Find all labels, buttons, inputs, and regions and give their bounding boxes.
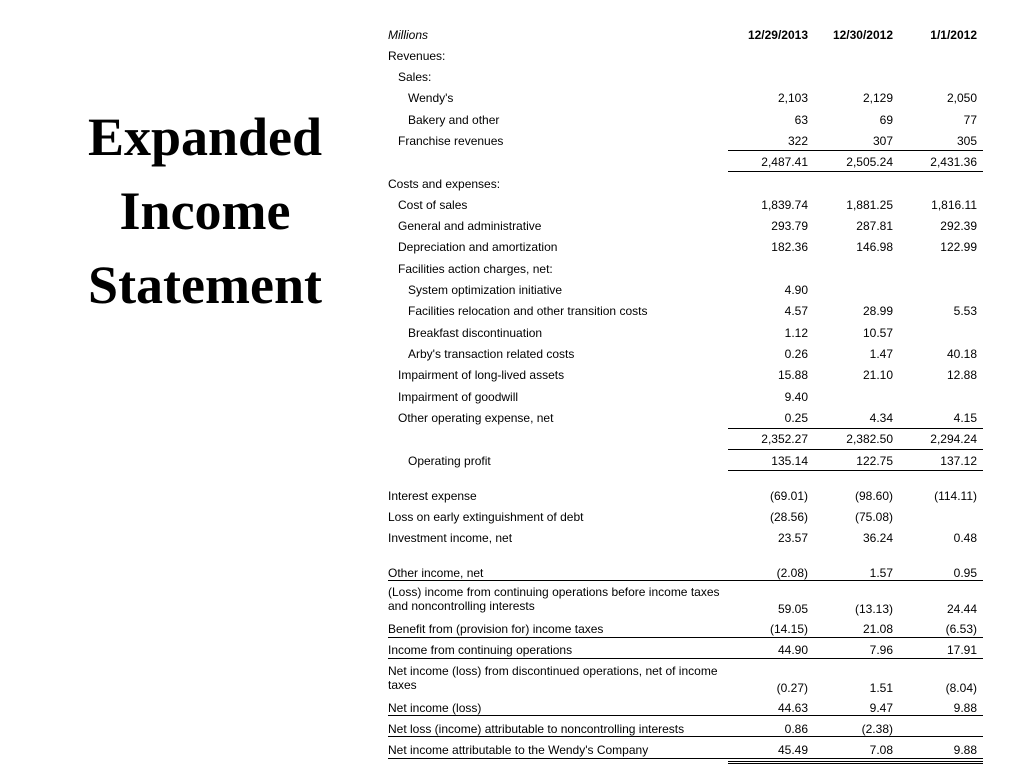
row-value: 293.79 xyxy=(771,219,808,233)
row-value: 1,839.74 xyxy=(761,198,808,212)
row-value: 7.08 xyxy=(869,743,893,757)
row-value: 21.08 xyxy=(862,622,893,636)
row-value: 44.63 xyxy=(777,701,808,715)
row-value: (2.08) xyxy=(776,566,808,580)
row-value: 122.75 xyxy=(856,454,893,468)
row-label: Loss on early extinguishment of debt xyxy=(388,510,584,524)
row-label: Interest expense xyxy=(388,489,477,503)
row-label: Sales: xyxy=(398,70,432,84)
row-value: 2,103 xyxy=(777,91,808,105)
row-value: 137.12 xyxy=(940,454,977,468)
row-value: 1,816.11 xyxy=(931,198,977,212)
row-value: (14.15) xyxy=(769,622,808,636)
row-value: 1.47 xyxy=(869,347,893,361)
column-header: 12/29/2013 xyxy=(747,28,808,42)
double-underline-rule xyxy=(728,761,983,764)
row-value: 146.98 xyxy=(856,240,893,254)
row-value: 0.25 xyxy=(784,411,808,425)
row-value: 24.44 xyxy=(946,602,977,616)
row-label: Net income (loss) from discontinued operations, net of income taxes xyxy=(388,664,718,692)
row-label: (Loss) income from continuing operations before income taxes and noncontrolling interests xyxy=(388,585,720,613)
row-value: 9.88 xyxy=(953,743,977,757)
row-value: 1,881.25 xyxy=(846,198,893,212)
row-value: 4.90 xyxy=(784,283,808,297)
total-rule xyxy=(728,428,983,429)
slide-title xyxy=(40,100,370,322)
row-value: 305 xyxy=(956,134,977,148)
row-label: Net income attributable to the Wendy's Company xyxy=(388,743,649,757)
row-value: 0.26 xyxy=(784,347,808,361)
row-value: 40.18 xyxy=(946,347,977,361)
row-value: 45.49 xyxy=(777,743,808,757)
row-label: Wendy's xyxy=(408,91,454,105)
row-label: Facilities action charges, net: xyxy=(398,262,553,276)
row-value: (0.27) xyxy=(776,681,808,695)
row-label: Facilities relocation and other transition costs xyxy=(408,304,648,318)
row-value: 36.24 xyxy=(862,531,893,545)
row-label: Depreciation and amortization xyxy=(398,240,558,254)
row-value: (75.08) xyxy=(854,510,893,524)
row-value: 5.53 xyxy=(953,304,977,318)
row-value: 63 xyxy=(794,113,808,127)
row-value: 69 xyxy=(879,113,893,127)
row-value: 2,129 xyxy=(862,91,893,105)
row-value: 17.91 xyxy=(946,643,977,657)
row-label: Benefit from (provision for) income taxes xyxy=(388,622,604,636)
row-value: 135.14 xyxy=(771,454,808,468)
row-value: 4.34 xyxy=(869,411,893,425)
row-label: Impairment of goodwill xyxy=(398,390,519,404)
units-label: Millions xyxy=(388,28,429,42)
row-label: Franchise revenues xyxy=(398,134,504,148)
row-value: 2,352.27 xyxy=(761,432,808,446)
row-value: 1.57 xyxy=(869,566,893,580)
total-rule xyxy=(388,658,983,659)
total-rule xyxy=(388,736,983,737)
row-value: 1.51 xyxy=(869,681,893,695)
column-header: 1/1/2012 xyxy=(930,28,977,42)
row-value: 2,382.50 xyxy=(846,432,893,446)
row-value: 0.48 xyxy=(953,531,977,545)
total-rule xyxy=(728,171,983,172)
row-value: 21.10 xyxy=(862,368,893,382)
row-value: 182.36 xyxy=(771,240,808,254)
row-label: Revenues: xyxy=(388,49,446,63)
row-value: (8.04) xyxy=(945,681,977,695)
row-value: 4.57 xyxy=(784,304,808,318)
row-value: 0.95 xyxy=(953,566,977,580)
row-value: 307 xyxy=(872,134,893,148)
row-label: Costs and expenses: xyxy=(388,177,501,191)
row-value: 2,431.36 xyxy=(930,155,977,169)
row-value: 77 xyxy=(963,113,977,127)
row-value: 9.88 xyxy=(953,701,977,715)
row-value: (6.53) xyxy=(945,622,977,636)
row-label: Net loss (income) attributable to noncontrolling interests xyxy=(388,722,685,736)
row-value: 2,487.41 xyxy=(761,155,808,169)
row-value: 1.12 xyxy=(784,326,808,340)
total-rule xyxy=(388,715,983,716)
row-label: Other operating expense, net xyxy=(398,411,554,425)
row-value: (98.60) xyxy=(854,489,893,503)
row-value: (69.01) xyxy=(769,489,808,503)
total-rule xyxy=(388,580,983,581)
row-label: Income from continuing operations xyxy=(388,643,573,657)
row-value: 10.57 xyxy=(862,326,893,340)
row-value: 12.88 xyxy=(946,368,977,382)
row-value: 44.90 xyxy=(777,643,808,657)
row-value: 9.47 xyxy=(869,701,893,715)
row-label: Impairment of long-lived assets xyxy=(398,368,565,382)
row-label: Bakery and other xyxy=(408,113,500,127)
row-value: 23.57 xyxy=(777,531,808,545)
row-label: Net income (loss) xyxy=(388,701,482,715)
total-rule xyxy=(728,470,983,471)
row-value: (13.13) xyxy=(854,602,893,616)
column-header: 12/30/2012 xyxy=(832,28,893,42)
row-value: (28.56) xyxy=(769,510,808,524)
row-label: Other income, net xyxy=(388,566,484,580)
row-label: System optimization initiative xyxy=(408,283,563,297)
row-value: 287.81 xyxy=(856,219,893,233)
row-value: 2,050 xyxy=(946,91,977,105)
slide-title-line: Statement xyxy=(88,255,322,315)
row-value: 2,505.24 xyxy=(846,155,893,169)
row-label: Investment income, net xyxy=(388,531,513,545)
row-value: 7.96 xyxy=(869,643,893,657)
row-label: Arby's transaction related costs xyxy=(408,347,575,361)
row-value: 15.88 xyxy=(777,368,808,382)
row-value: 2,294.24 xyxy=(930,432,977,446)
row-label: Cost of sales xyxy=(398,198,468,212)
row-value: 292.39 xyxy=(940,219,977,233)
row-value: 0.86 xyxy=(784,722,808,736)
row-value: 322 xyxy=(787,134,808,148)
row-label: Breakfast discontinuation xyxy=(408,326,543,340)
row-value: 28.99 xyxy=(862,304,893,318)
row-value: 122.99 xyxy=(940,240,977,254)
income-statement-table xyxy=(388,25,988,765)
row-value: (2.38) xyxy=(861,722,893,736)
total-rule xyxy=(728,150,983,151)
row-label: General and administrative xyxy=(398,219,542,233)
total-rule xyxy=(388,637,983,638)
row-value: 4.15 xyxy=(953,411,977,425)
row-value: 9.40 xyxy=(784,390,808,404)
total-rule xyxy=(388,758,983,759)
row-value: (114.11) xyxy=(934,489,977,503)
slide-title-line: Expanded xyxy=(87,107,323,167)
row-value: 59.05 xyxy=(777,602,808,616)
row-label: Operating profit xyxy=(408,454,491,468)
slide-title-line: Income xyxy=(119,181,291,241)
total-rule xyxy=(728,449,983,450)
